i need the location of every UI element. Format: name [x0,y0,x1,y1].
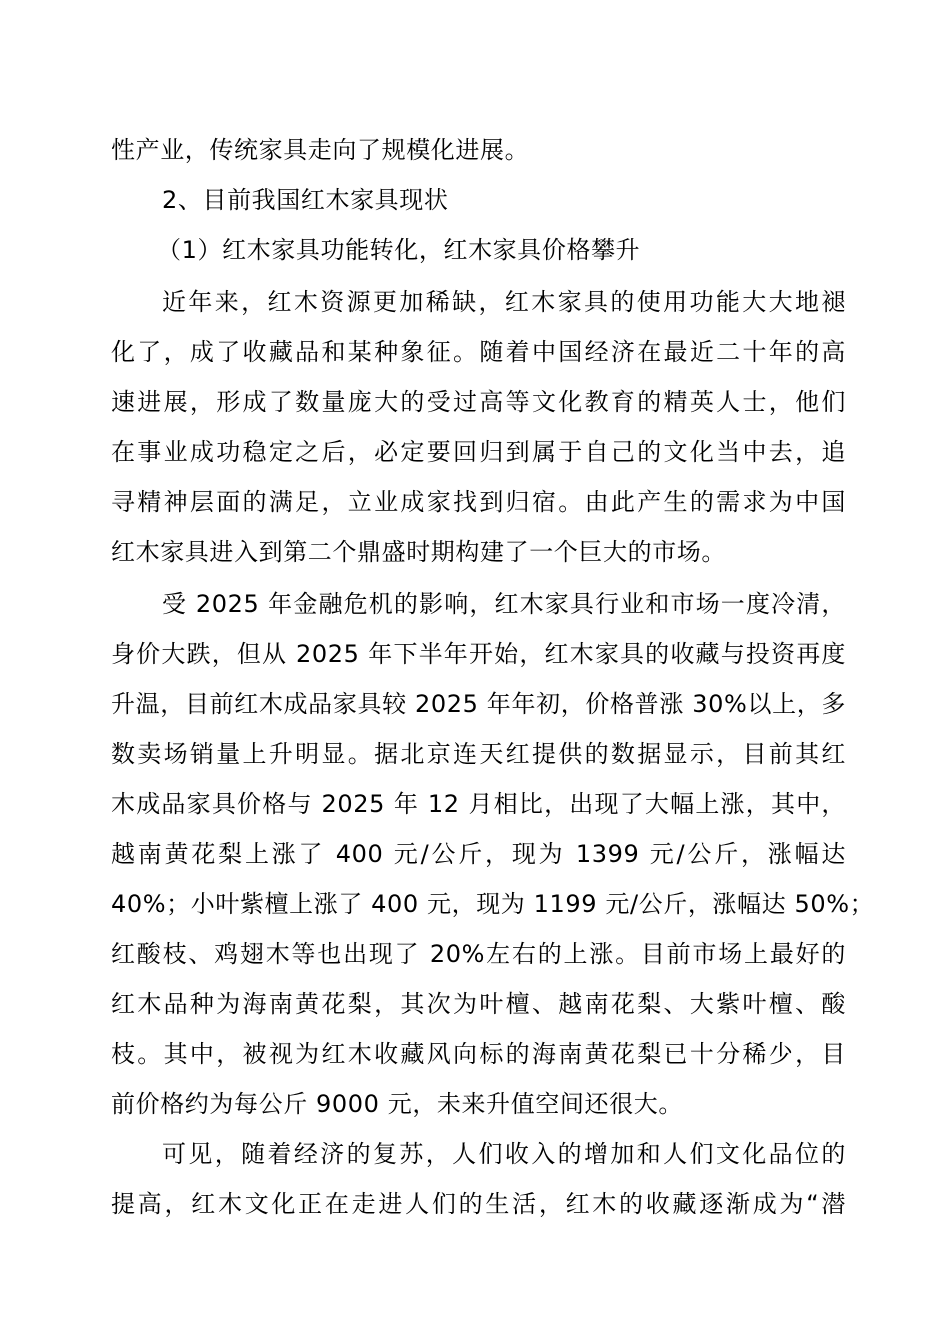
paragraph-2-line-2: 身价大跌，但从 2025 年下半年开始，红木家具的收藏与投资再度 [111,640,846,668]
section-heading: 2、目前我国红木家具现状 [162,186,449,214]
paragraph-2-line-1: 受 2025 年金融危机的影响，红木家具行业和市场一度冷清， [162,590,846,618]
paragraph-2-line-9: 红木品种为海南黄花梨，其次为叶檀、越南花梨、大紫叶檀、酸 [111,990,846,1018]
paragraph-3-line-1: 可见，随着经济的复苏，人们收入的增加和人们文化品位的 [162,1140,846,1168]
paragraph-2-line-7: 40%；小叶紫檀上涨了 400 元，现为 1199 元/公斤，涨幅达 50%； [111,890,875,918]
paragraph-1-line-6: 红木家具进入到第二个鼎盛时期构建了一个巨大的市场。 [111,538,726,566]
paragraph-2-line-8: 红酸枝、鸡翅木等也出现了 20%左右的上涨。目前市场上最好的 [111,940,846,968]
subsection-heading: （1）红木家具功能转化，红木家具价格攀升 [157,236,641,264]
paragraph-1-line-2: 化了，成了收藏品和某种象征。随着中国经济在最近二十年的高 [111,338,846,366]
paragraph-2-line-5: 木成品家具价格与 2025 年 12 月相比，出现了大幅上涨，其中， [111,790,846,818]
paragraph-2-line-6: 越南黄花梨上涨了 400 元/公斤，现为 1399 元/公斤，涨幅达 [111,840,846,868]
paragraph-1-line-4: 在事业成功稳定之后，必定要回归到属于自己的文化当中去，追 [111,438,846,466]
paragraph-1-line-5: 寻精神层面的满足，立业成家找到归宿。由此产生的需求为中国 [111,488,846,516]
paragraph-2-line-11: 前价格约为每公斤 9000 元，未来升值空间还很大。 [111,1090,683,1118]
paragraph-1-line-3: 速进展，形成了数量庞大的受过高等文化教育的精英人士，他们 [111,388,846,416]
paragraph-2-line-4: 数卖场销量上升明显。据北京连天红提供的数据显示，目前其红 [111,740,846,768]
paragraph-3-line-2: 提高，红木文化正在走进人们的生活，红木的收藏逐渐成为“潜 [111,1190,846,1218]
text-line-1: 性产业，传统家具走向了规模化进展。 [111,136,530,164]
paragraph-1-line-1: 近年来，红木资源更加稀缺，红木家具的使用功能大大地褪 [162,288,846,316]
paragraph-2-line-3: 升温，目前红木成品家具较 2025 年年初，价格普涨 30%以上，多 [111,690,846,718]
paragraph-2-line-10: 枝。其中，被视为红木收藏风向标的海南黄花梨已十分稀少，目 [111,1040,846,1068]
